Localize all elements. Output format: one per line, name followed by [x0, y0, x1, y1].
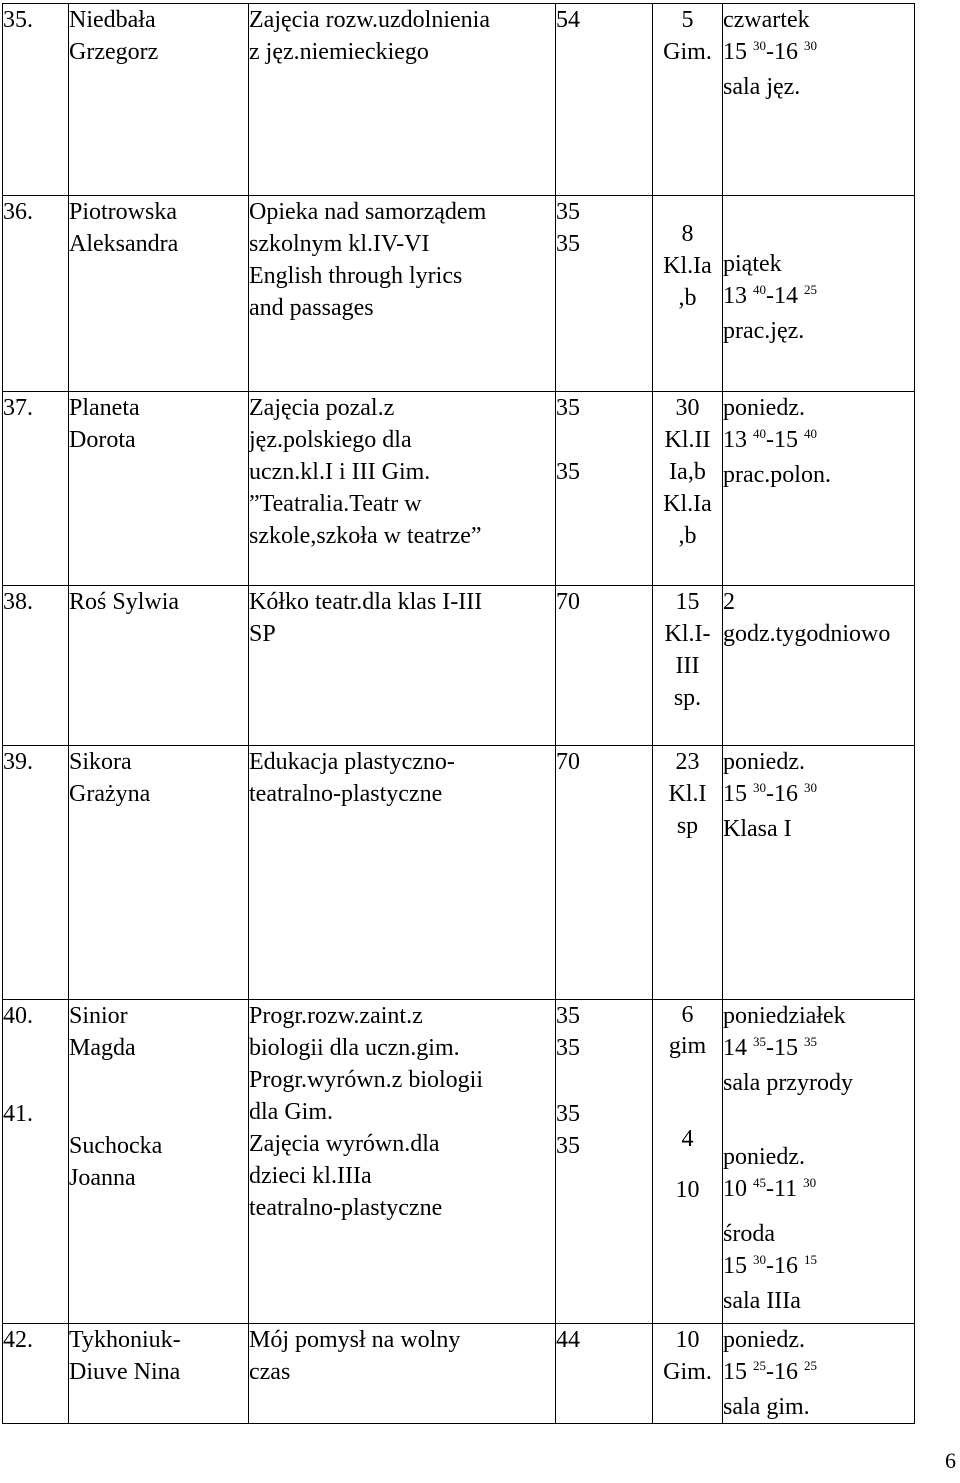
schedule-time: poniedz. 15 $^{25}$-16 $^{25}$ sala gim.: [723, 1324, 915, 1424]
activity-subject: Zajęcia rozw.uzdolnienia z jęz.niemieckiego: [249, 4, 556, 196]
row-number: 37.: [3, 392, 69, 586]
activity-subject: Zajęcia pozal.z jęz.polskiego dla uczn.kl.I i III Gim. ”Teatralia.Teatr w szkole,szkoła w teatrze”: [249, 392, 556, 586]
hours-count: 35 35 35 35: [556, 1000, 653, 1324]
page-number: 6: [945, 1448, 956, 1473]
teacher-name: Tykhoniuk- Diuve Nina: [69, 1324, 249, 1424]
row-number: 35.: [3, 4, 69, 196]
activity-subject: Edukacja plastyczno- teatralno-plastyczne: [249, 746, 556, 1000]
table-row: [3, 196, 915, 392]
hours-count: 70: [556, 586, 653, 746]
hours-count: 35 35: [556, 392, 653, 586]
table-row: [3, 1000, 915, 1324]
teacher-name: Piotrowska Aleksandra: [69, 196, 249, 392]
participants-group: 8 Kl.Ia ,b: [653, 196, 723, 392]
participants-group: 6 gim 4 10: [653, 1000, 723, 1324]
row-number: 38.: [3, 586, 69, 746]
row-number: 40. 41.: [3, 1000, 69, 1324]
teacher-name: Planeta Dorota: [69, 392, 249, 586]
teacher-name: Roś Sylwia: [69, 586, 249, 746]
hours-count: 35 35: [556, 196, 653, 392]
activity-subject: Opieka nad samorządem szkolnym kl.IV-VI English through lyrics and passages: [249, 196, 556, 392]
schedule-time: poniedz. 15 $^{30}$-16 $^{30}$ Klasa I: [723, 746, 915, 1000]
activity-subject: Progr.rozw.zaint.z biologii dla uczn.gim. Progr.wyrówn.z biologii dla Gim. Zajęcia wyrówn.dla dzieci kl.IIIa teatralno-plastyczne: [249, 1000, 556, 1324]
schedule-time: poniedz. 13 $^{40}$-15 $^{40}$ prac.polon.: [723, 392, 915, 586]
participants-group: 10 Gim.: [653, 1324, 723, 1424]
table-row: [3, 1324, 915, 1424]
schedule-time: 2 godz.tygodniowo: [723, 586, 915, 746]
table-row: [3, 746, 915, 1000]
hours-count: 44: [556, 1324, 653, 1424]
activity-subject: Mój pomysł na wolny czas: [249, 1324, 556, 1424]
schedule-time: czwartek 15 $^{30}$-16 $^{30}$ sala jęz.: [723, 4, 915, 196]
hours-count: 54: [556, 4, 653, 196]
teacher-name: Niedbała Grzegorz: [69, 4, 249, 196]
activity-subject: Kółko teatr.dla klas I-III SP: [249, 586, 556, 746]
row-number: 42.: [3, 1324, 69, 1424]
participants-group: 5 Gim.: [653, 4, 723, 196]
participants-group: 23 Kl.I sp: [653, 746, 723, 1000]
table-row: [3, 4, 915, 196]
table-row: [3, 586, 915, 746]
participants-group: 30 Kl.II Ia,b Kl.Ia ,b: [653, 392, 723, 586]
table-row: [3, 392, 915, 586]
participants-group: 15 Kl.I- III sp.: [653, 586, 723, 746]
activities-table: [2, 3, 915, 1424]
row-number: 36.: [3, 196, 69, 392]
row-number: 39.: [3, 746, 69, 1000]
schedule-time: piątek 13 $^{40}$-14 $^{25}$ prac.jęz.: [723, 196, 915, 392]
teacher-name: Sikora Grażyna: [69, 746, 249, 1000]
hours-count: 70: [556, 746, 653, 1000]
teacher-name: Sinior Magda Suchocka Joanna: [69, 1000, 249, 1324]
schedule-time: poniedziałek 14 $^{35}$-15 $^{35}$ sala przyrody poniedz. 10 $^{45}$-11 $^{30}$ środa 15 $^{30}$-16 $^{15}$ sala IIIa: [723, 1000, 915, 1324]
